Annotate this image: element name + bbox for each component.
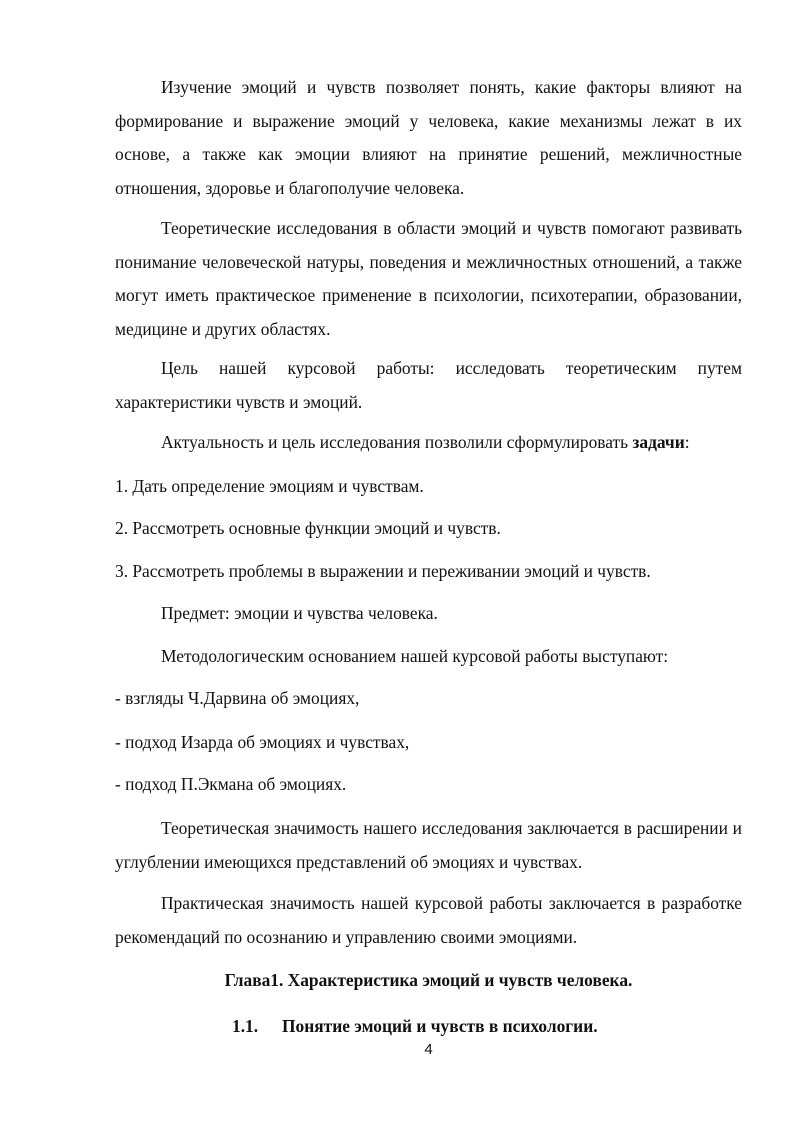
- task-item: 2. Рассмотреть основные функции эмоций и чувств.: [115, 518, 501, 538]
- section-heading: [232, 1010, 598, 1044]
- tasks-intro-text: Актуальность и цель исследования позволили сформулировать: [161, 432, 633, 452]
- methodology-item: - взгляды Ч.Дарвина об эмоциях,: [115, 688, 360, 708]
- methodology-item: - подход Изарда об эмоциях и чувствах,: [115, 732, 410, 752]
- chapter-heading: Глава1. Характеристика эмоций и чувств человека.: [224, 970, 633, 990]
- tasks-keyword: задачи: [632, 432, 685, 452]
- paragraph-subject: Предмет: эмоции и чувства человека.: [161, 603, 438, 623]
- task-item: 1. Дать определение эмоциям и чувствам.: [115, 476, 424, 496]
- paragraph-tasks-intro: [115, 426, 742, 460]
- section-number: 1.1.: [232, 1016, 259, 1036]
- section-title: Понятие эмоций и чувств в психологии.: [282, 1016, 598, 1036]
- paragraph-study-of-emotions: Изучение эмоций и чувств позволяет понять, какие факторы влияют на формирование и выражение эмоций у человека, какие механизмы лежат в их основе, а также как эмоции влияют на принятие решений, межличностные отношения, здоровье и благополучие человека.: [115, 77, 742, 198]
- paragraph-goal: Цель нашей курсовой работы: исследовать теоретическим путем характеристики чувств и эмоций.: [115, 358, 742, 412]
- tasks-intro-colon: :: [684, 432, 690, 452]
- paragraph-theoretical-research: Теоретические исследования в области эмоций и чувств помогают развивать понимание человеческой натуры, поведения и межличностных отношений, а также могут иметь практическое применение в психологии, психотерапии, образовании, медицине и других областях.: [115, 218, 742, 339]
- paragraph-methodology-intro: Методологическим основанием нашей курсовой работы выступают:: [161, 646, 669, 666]
- paragraph-practical-significance: Практическая значимость нашей курсовой работы заключается в разработке рекомендаций по осознанию и управлению своими эмоциями.: [115, 893, 742, 947]
- page-number: 4: [424, 1041, 433, 1058]
- methodology-item: - подход П.Экмана об эмоциях.: [115, 774, 347, 794]
- paragraph-theoretical-significance: Теоретическая значимость нашего исследования заключается в расширении и углублении имеющихся представлений об эмоциях и чувствах.: [115, 818, 742, 872]
- task-item: 3. Рассмотреть проблемы в выражении и переживании эмоций и чувств.: [115, 561, 651, 581]
